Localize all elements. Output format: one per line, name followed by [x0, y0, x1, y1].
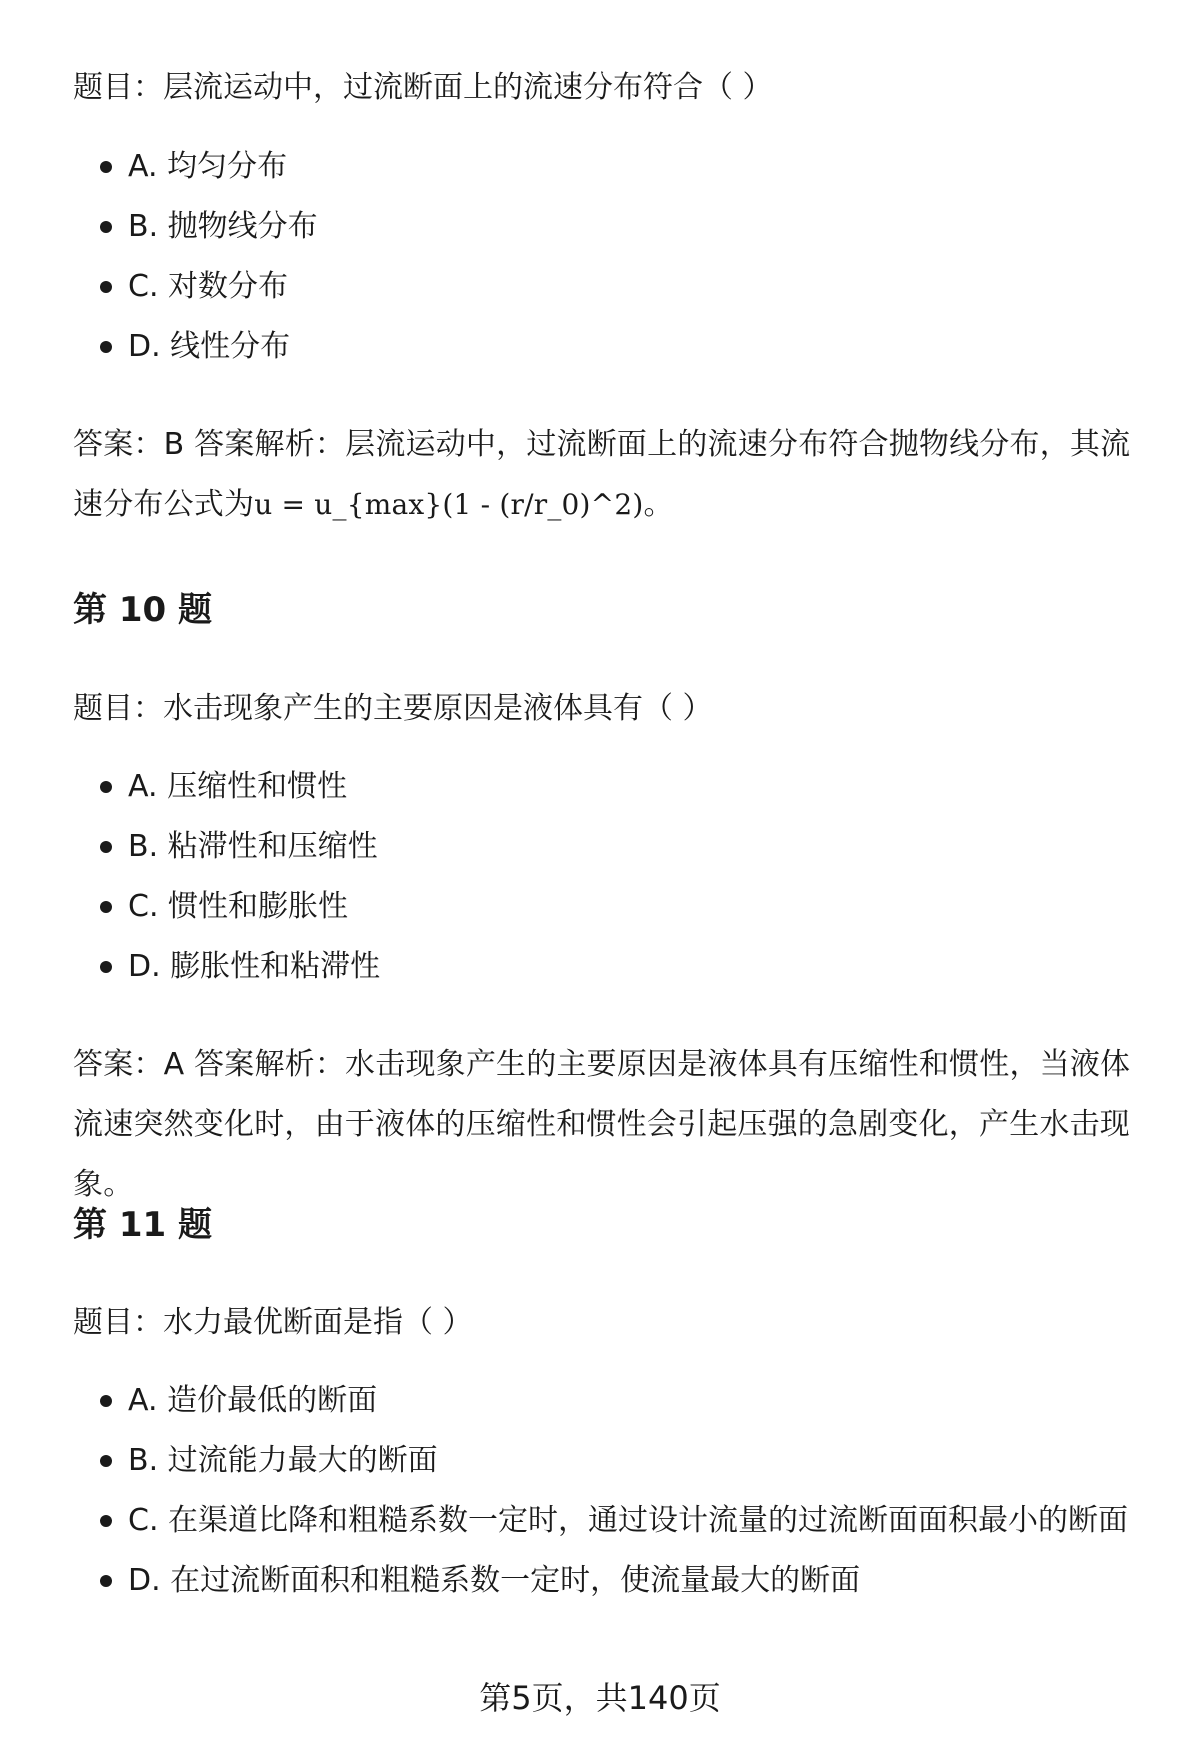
options-list: [73, 1380, 1153, 1620]
option-a: [73, 1380, 1153, 1440]
question-heading: 第 10 题: [73, 590, 212, 630]
answer-text: 答案：B 答案解析：层流运动中，过流断面上的流速分布符合抛物线分布，其流速分布公式为: [73, 427, 1131, 522]
option-label: B. 过流能力最大的断面: [128, 1443, 438, 1478]
question-heading: 第 11 题: [73, 1205, 212, 1245]
option-label: C. 对数分布: [128, 269, 289, 304]
option-label: C. 惯性和膨胀性: [128, 889, 349, 924]
bullet-icon: [100, 221, 112, 233]
bullet-icon: [100, 901, 112, 913]
bullet-icon: [100, 1575, 112, 1587]
option-c: [73, 266, 1153, 326]
option-label: B. 抛物线分布: [128, 209, 318, 244]
option-label: A. 造价最低的断面: [128, 1383, 378, 1418]
bullet-icon: [100, 1515, 112, 1527]
answer-end: 。: [643, 487, 674, 522]
answer-explanation: 答案：A 答案解析：水击现象产生的主要原因是液体具有压缩性和惯性，当液体流速突然变化时，由于液体的压缩性和惯性会引起压强的急剧变化，产生水击现象。: [73, 1047, 1131, 1202]
question-text: 题目：水力最优断面是指（ ）: [73, 1305, 473, 1340]
bullet-icon: [100, 961, 112, 973]
bullet-icon: [100, 1455, 112, 1467]
options-list: [73, 766, 1153, 1006]
option-label: B. 粘滞性和压缩性: [128, 829, 378, 864]
option-d: [73, 326, 1153, 386]
bullet-icon: [100, 281, 112, 293]
bullet-icon: [100, 781, 112, 793]
page-number: 第5页，共140页: [479, 1679, 721, 1717]
option-label: D. 膨胀性和粘滞性: [128, 949, 381, 984]
option-label: A. 压缩性和惯性: [128, 769, 348, 804]
bullet-icon: [100, 1395, 112, 1407]
option-a: [73, 766, 1153, 826]
option-label: C. 在渠道比降和粗糙系数一定时，通过设计流量的过流断面面积最小的断面: [128, 1503, 1129, 1538]
bullet-icon: [100, 161, 112, 173]
bullet-icon: [100, 341, 112, 353]
option-b: [73, 1440, 1153, 1500]
options-list: [73, 146, 1153, 386]
bullet-icon: [100, 841, 112, 853]
option-label: D. 在过流断面积和粗糙系数一定时，使流量最大的断面: [128, 1563, 861, 1598]
option-d: [73, 1560, 1153, 1620]
option-b: [73, 206, 1153, 266]
option-c: [73, 886, 1153, 946]
option-b: [73, 826, 1153, 886]
question-text: 题目：层流运动中，过流断面上的流速分布符合（ ）: [73, 70, 773, 105]
option-a: [73, 146, 1153, 206]
answer-formula: u = u_{max}(1 - (r/r_0)^2): [254, 488, 644, 521]
option-c: [73, 1500, 1153, 1560]
option-label: D. 线性分布: [128, 329, 291, 364]
option-d: [73, 946, 1153, 1006]
option-label: A. 均匀分布: [128, 149, 288, 184]
answer-explanation: [73, 415, 1153, 535]
question-text: 题目：水击现象产生的主要原因是液体具有（ ）: [73, 691, 713, 726]
